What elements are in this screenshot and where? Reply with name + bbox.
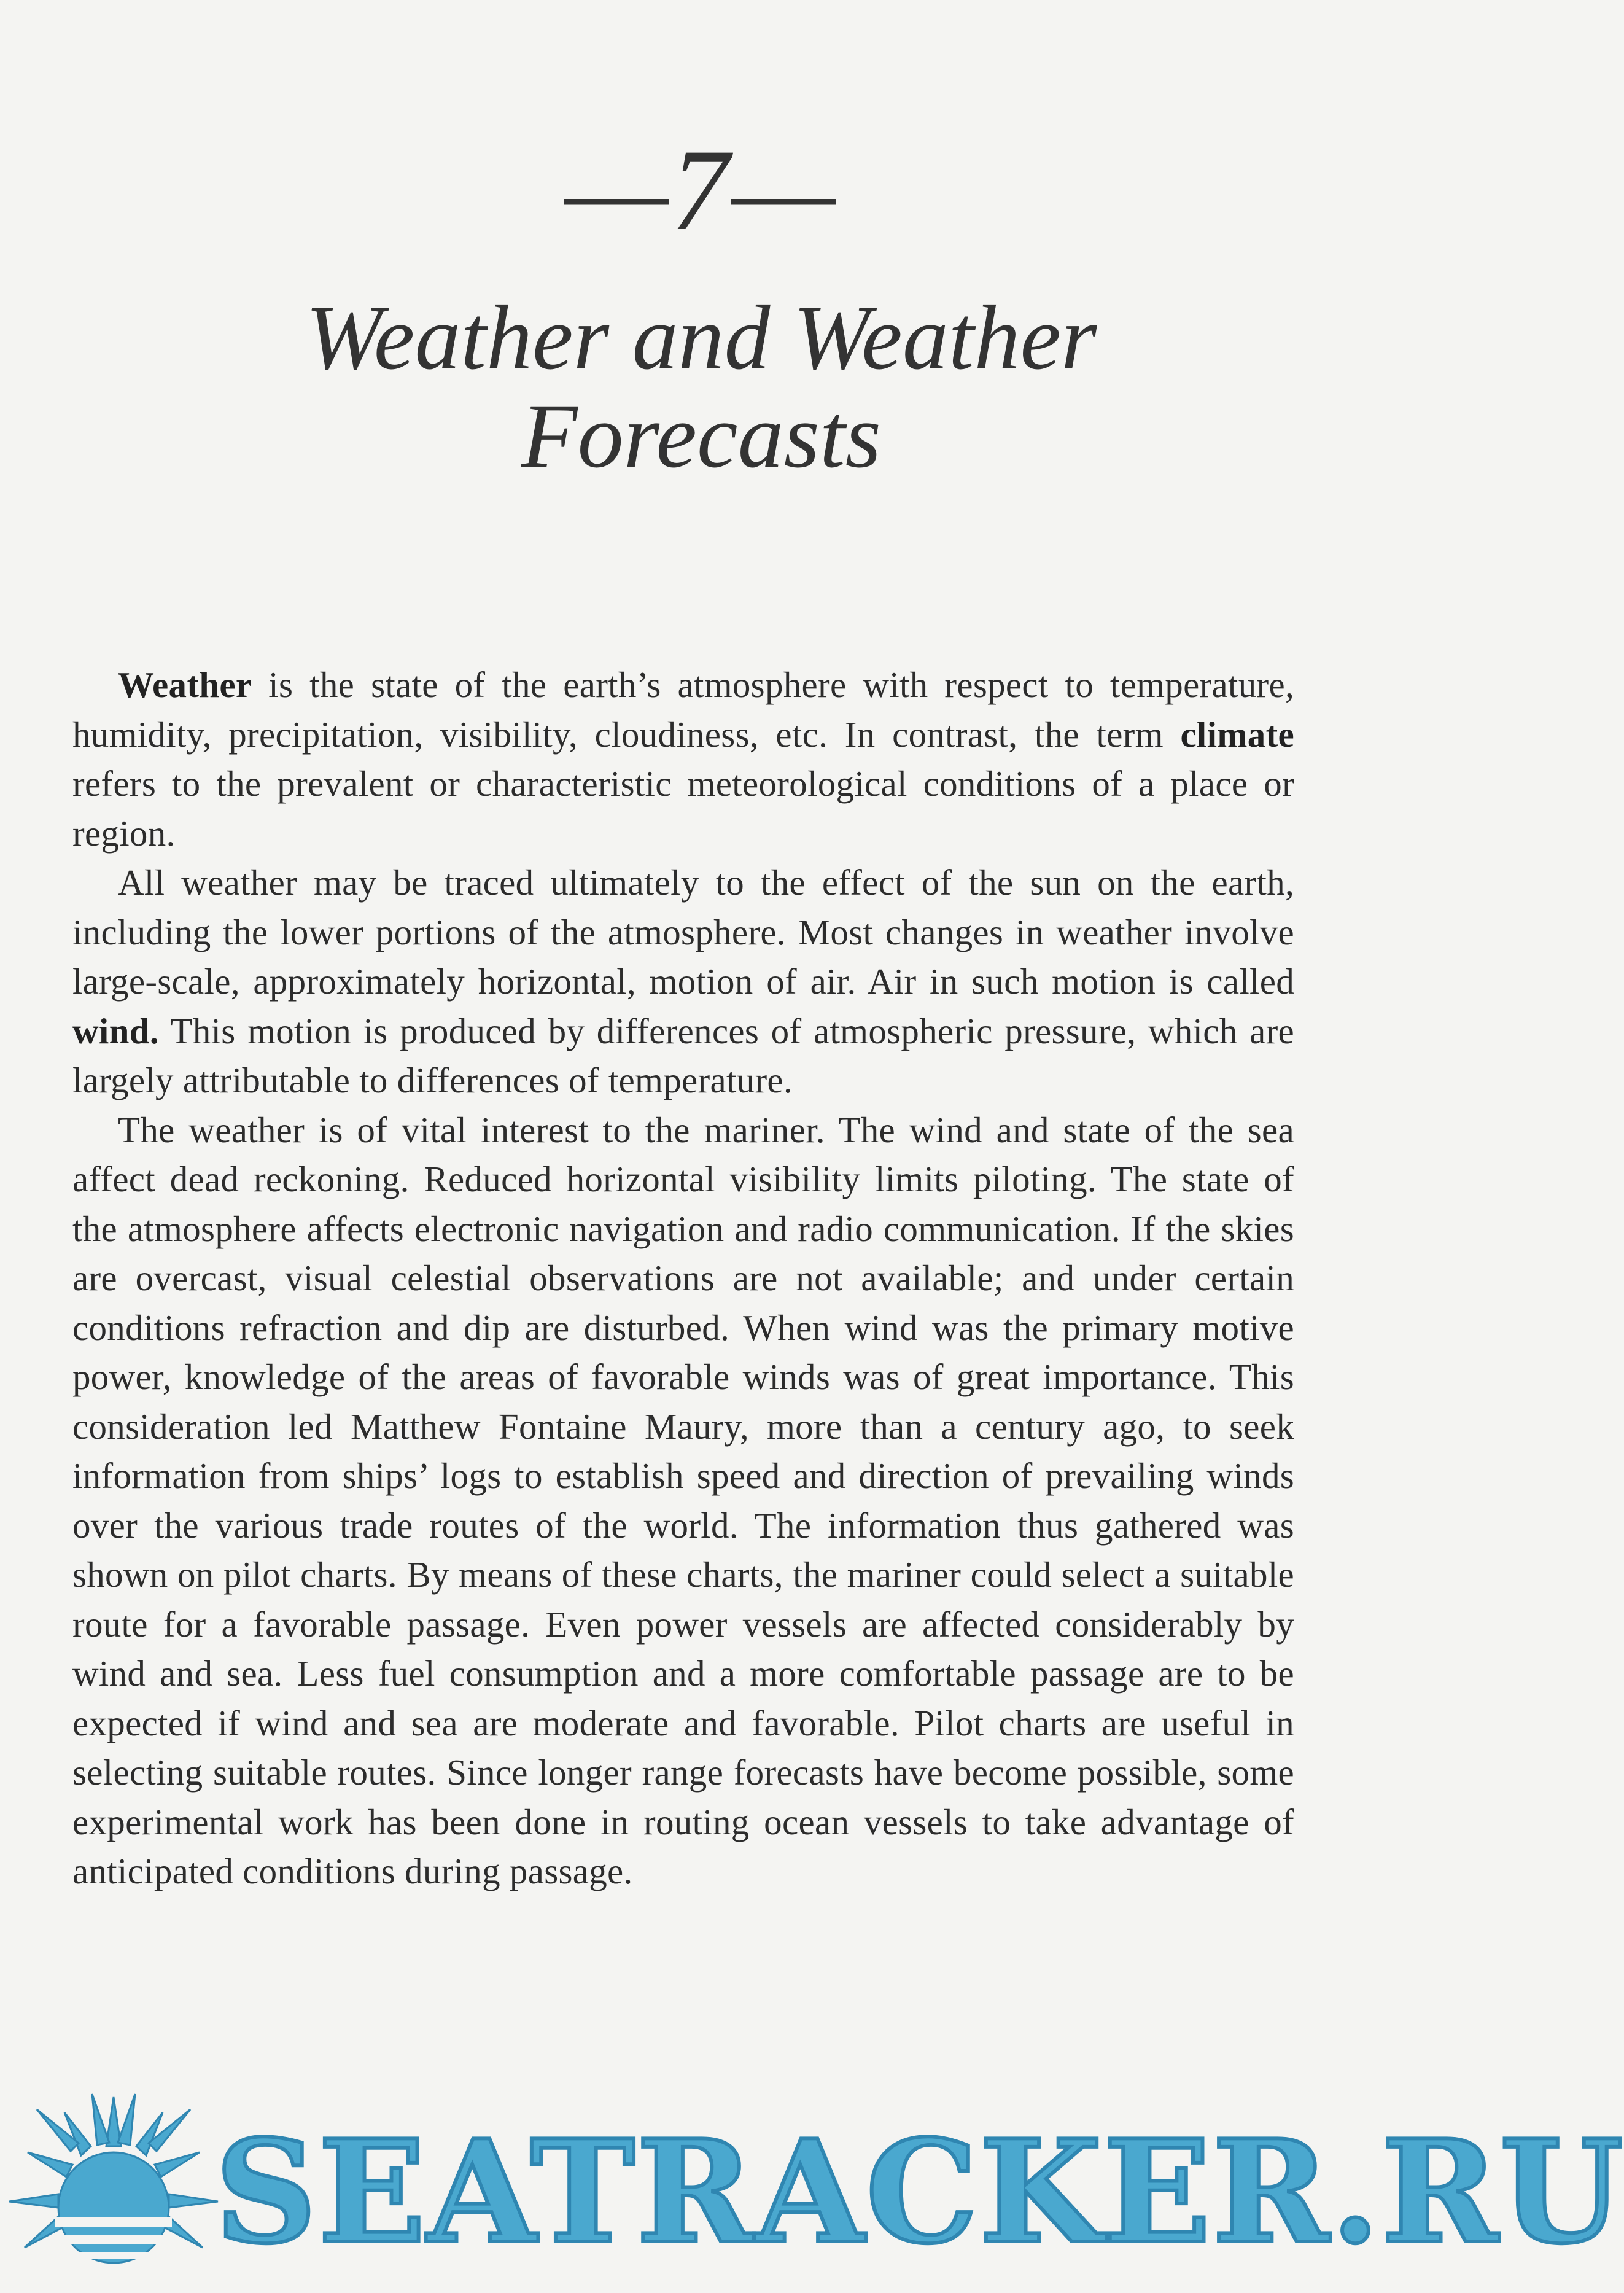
paragraph-2-text-a: All weather may be traced ultimately to the effect of the sun on the earth, including the lower portions of the atmosphere. Most changes in weather involve large-scale, approximately horizontal, motion of air. Air in such motion is called [72, 862, 1294, 1002]
chapter-title-line-1: Weather and Weather [305, 287, 1097, 389]
term-wind: wind. [72, 1010, 159, 1051]
sun-logo-icon [0, 2085, 227, 2293]
paragraph-3: The weather is of vital interest to the mariner. The wind and state of the sea affect dead reckoning. Reduced horizontal visibility limits piloting. The state of the atmosphere affects electronic navigation and radio communication. If the skies are overcast, visual celestial observations are not available; and under certain conditions refraction and dip are disturbed. When wind was the primary motive power, knowledge of the areas of favorable winds was of great importance. This consideration led Matthew Fontaine Maury, more than a century ago, to seek information from ships’ logs to establish speed and direction of prevailing winds over the various trade routes of the world. The information thus gathered was shown on pilot charts. By means of these charts, the mariner could select a suitable route for a favorable passage. Even power vessels are affected considerably by wind and sea. Less fuel consumption and a more comfortable passage are to be expected if wind and sea are moderate and favorable. Pilot charts are useful in selecting suitable routes. Since longer range forecasts have become possible, some experimental work has been done in routing ocean vessels to take advantage of anticipated conditions during passage. [72, 1109, 1294, 1891]
paragraph-1 [72, 660, 1294, 858]
term-climate: climate [1180, 714, 1294, 755]
chapter-title [0, 289, 1402, 485]
chapter-number: —7— [564, 126, 838, 255]
paragraph-1-text-b: refers to the prevalent or characteristic meteorological conditions of a place or region. [72, 763, 1294, 854]
paragraph-2-text-b: This motion is produced by differences of atmospheric pressure, which are largely attributable to differences of temperature. [72, 1010, 1294, 1100]
paragraph-2 [72, 858, 1294, 1105]
paragraph-1-text-a: is the state of the earth’s atmosphere with respect to temperature, humidity, precipitation, visibility, cloudiness, etc. In contrast, the term [72, 664, 1294, 755]
chapter-body [72, 660, 1294, 1896]
watermark [0, 2085, 1624, 2293]
chapter-title-line-2: Forecasts [521, 385, 881, 487]
watermark-text: SEATRACKER.RU [215, 2109, 1624, 2275]
term-weather: Weather [118, 664, 252, 705]
